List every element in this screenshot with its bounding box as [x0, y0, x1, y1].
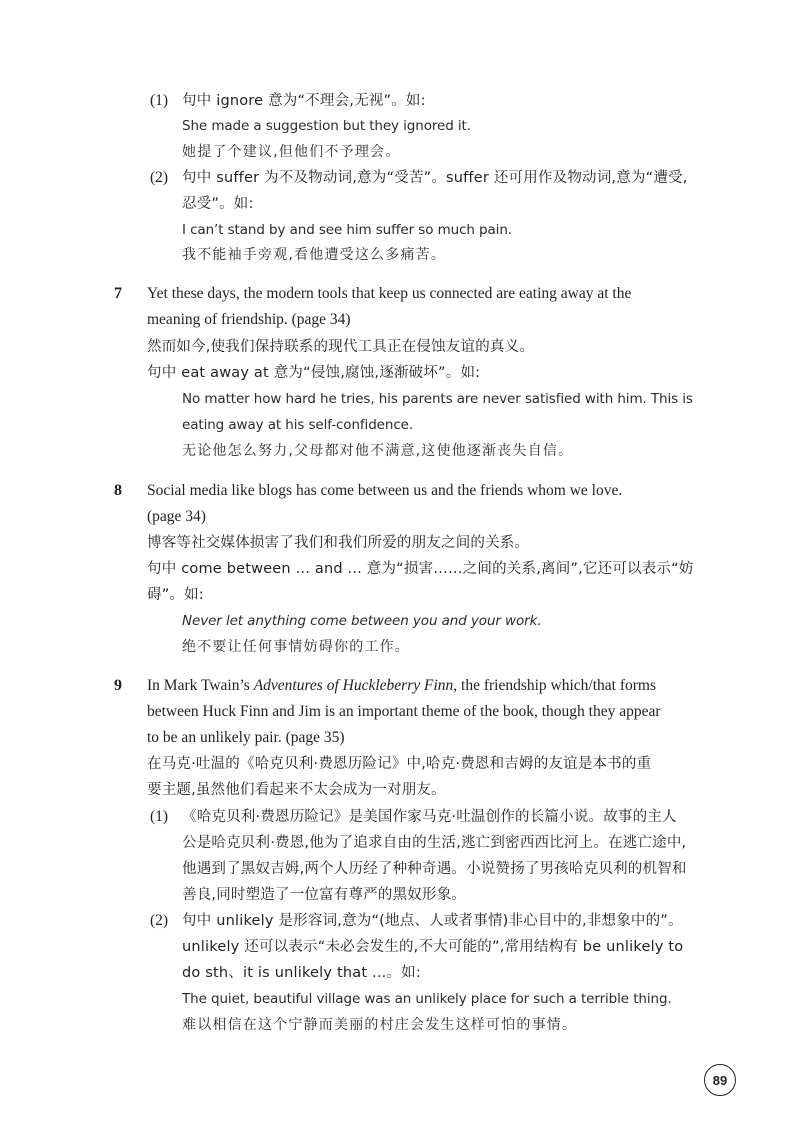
- note-label: (2): [150, 169, 169, 186]
- entry-english: [147, 675, 656, 697]
- book-title: Adventures of Huckleberry Finn: [253, 677, 454, 694]
- note-text: 句中 come between ... and ... 意为“损害……之间的关系,离间”,它还可以表示“妨: [147, 561, 694, 577]
- entry-chinese: 在马克·吐温的《哈克贝利·费恩历险记》中,哈克·费恩和吉姆的友谊是本书的重: [147, 756, 652, 772]
- example-english: The quiet, beautiful village was an unlikely place for such a terrible thing.: [182, 991, 672, 1007]
- entry-english: Yet these days, the modern tools that keep us connected are eating away at the: [147, 285, 632, 302]
- note-text: 《哈克贝利·费恩历险记》是美国作家马克·吐温创作的长篇小说。故事的主人: [182, 809, 677, 825]
- example-english: She made a suggestion but they ignored it.: [182, 118, 471, 134]
- example-english: No matter how hard he tries, his parents are never satisfied with him. This is: [182, 391, 693, 407]
- entry-english-part: , the friendship which/that forms: [453, 677, 657, 694]
- note-label: (1): [150, 808, 169, 825]
- example-english: eating away at his self-confidence.: [182, 417, 414, 433]
- note-text: 句中 suffer 为不及物动词,意为“受苦”。suffer 还可用作及物动词,意为“遭受,: [182, 170, 688, 186]
- example-chinese: 难以相信在这个宁静而美丽的村庄会发生这样可怕的事情。: [182, 1017, 578, 1033]
- note-text: do sth、it is unlikely that ...。如:: [182, 965, 421, 981]
- example-english: Never let anything come between you and your work.: [182, 613, 542, 629]
- note-text: 句中 unlikely 是形容词,意为“(地点、人或者事情)非心目中的,非想象中的”。: [182, 913, 683, 929]
- entry-number: 9: [114, 677, 122, 694]
- entry-english: to be an unlikely pair. (page 35): [147, 729, 345, 746]
- example-chinese: 她提了个建议,但他们不予理会。: [182, 144, 401, 160]
- note-text: 忍受”。如:: [182, 196, 254, 212]
- entry-english-part: In Mark Twain’s: [147, 677, 254, 694]
- entry-number: 8: [114, 482, 122, 499]
- note-text: 善良,同时塑造了一位富有尊严的黑奴形象。: [182, 887, 467, 903]
- note-text: 公是哈克贝利·费恩,他为了追求自由的生活,逃亡到密西西比河上。在逃亡途中,: [182, 835, 687, 851]
- note-text: 他遇到了黑奴吉姆,两个人历经了种种奇遇。小说赞扬了男孩哈克贝利的机智和: [182, 861, 687, 877]
- entry-english: between Huck Finn and Jim is an important theme of the book, though they appear: [147, 703, 661, 720]
- entry-number: 7: [114, 285, 122, 302]
- entry-english: (page 34): [147, 508, 206, 525]
- entry-chinese: 然而如今,使我们保持联系的现代工具正在侵蚀友谊的真义。: [147, 339, 535, 355]
- entry-chinese: 博客等社交媒体损害了我们和我们所爱的朋友之间的关系。: [147, 535, 530, 551]
- note-text: 句中 eat away at 意为“侵蚀,腐蚀,逐渐破坏”。如:: [147, 365, 481, 381]
- note-text: 碍”。如:: [147, 587, 204, 603]
- entry-chinese: 要主题,虽然他们看起来不太会成为一对朋友。: [147, 782, 446, 798]
- example-english: I can’t stand by and see him suffer so much pain.: [182, 222, 512, 238]
- example-chinese: 无论他怎么努力,父母都对他不满意,这使他逐渐丧失自信。: [182, 443, 574, 459]
- note-text: unlikely 还可以表示“未必会发生的,不大可能的”,常用结构有 be unlikely to: [182, 939, 684, 955]
- page-number: 89: [704, 1064, 736, 1096]
- note-label: (1): [150, 92, 169, 109]
- note-text: 句中 ignore 意为“不理会,无视”。如:: [182, 93, 426, 109]
- note-label: (2): [150, 912, 169, 929]
- example-chinese: 我不能袖手旁观,看他遭受这么多痛苦。: [182, 247, 447, 263]
- example-chinese: 绝不要让任何事情妨碍你的工作。: [182, 639, 410, 655]
- entry-english: meaning of friendship. (page 34): [147, 311, 351, 328]
- entry-english: Social media like blogs has come between us and the friends whom we love.: [147, 482, 623, 499]
